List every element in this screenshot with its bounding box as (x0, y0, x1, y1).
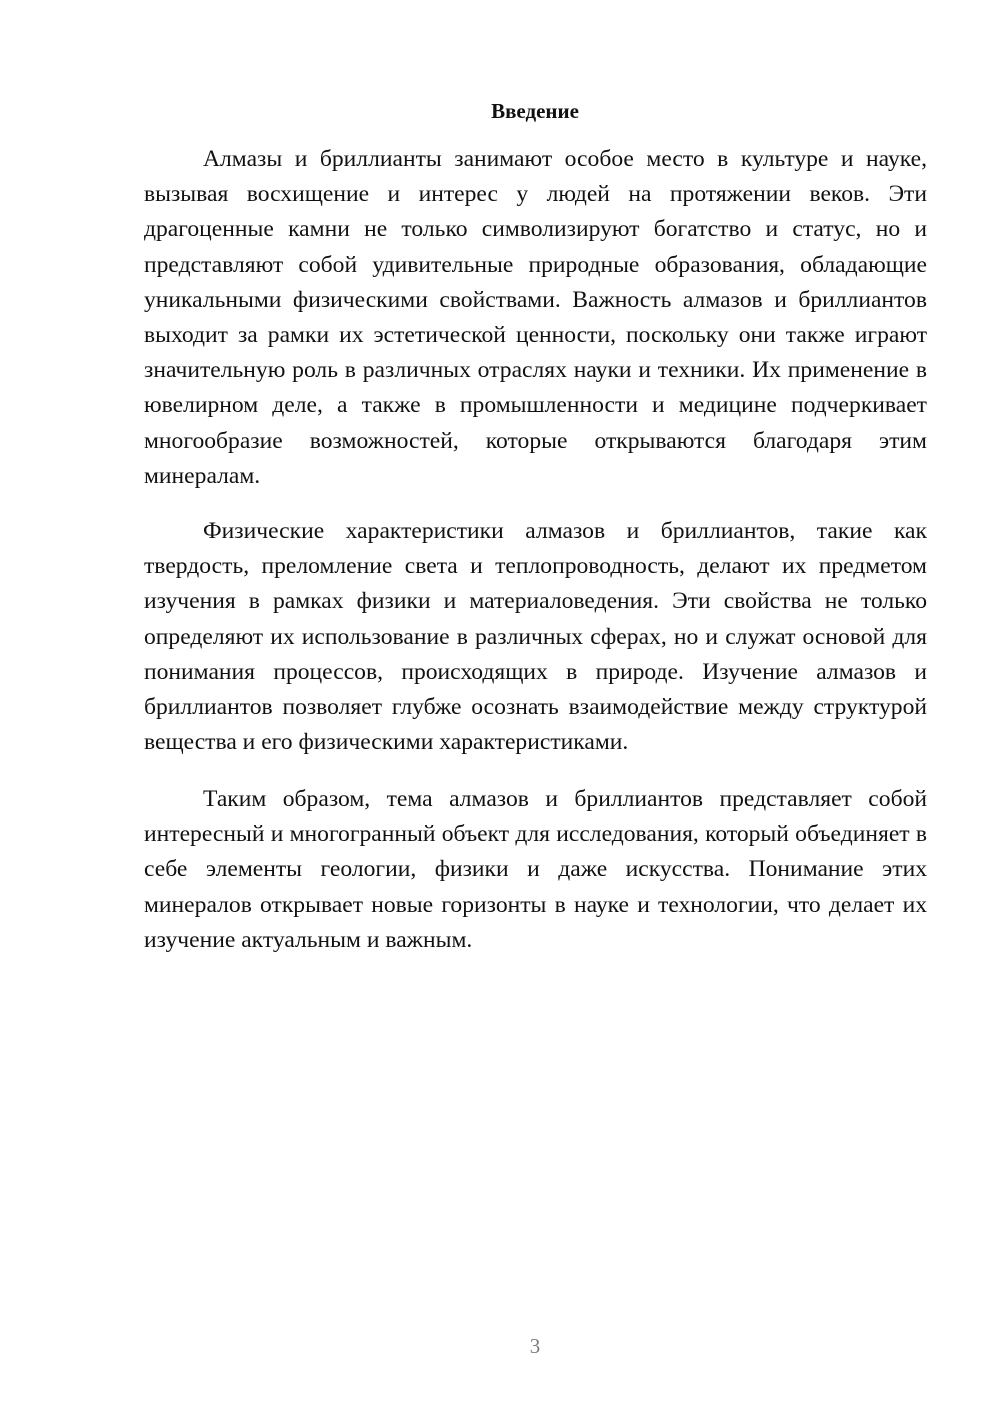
paragraph-physical-properties: Физические характеристики алмазов и бриллиантов, такие как твердость, преломление света и теплопроводность, делают их предметом изучения в рамках физики и материаловедения. Эти свойства не только определяют их использование в различных сферах, но и служат основой для понимания процессов, происходящих в природе. Изучение алмазов и бриллиантов позволяет глубже осознать взаимодействие между структурой вещества и его физическими характеристиками. (144, 518, 927, 756)
paragraph-introduction: Алмазы и бриллианты занимают особое место в культуре и науке, вызывая восхищение и интерес у людей на протяжении веков. Эти драгоценные камни не только символизируют богатство и статус, но и представляют собой удивительные природные образования, обладающие уникальными физическими свойствами. Важность алмазов и бриллиантов выходит за рамки их эстетической ценности, поскольку они также играют значительную роль в различных отраслях науки и техники. Их применение в ювелирном деле, а также в промышленности и медицине подчеркивает многообразие возможностей, которые открываются благодаря этим минералам. (144, 146, 927, 489)
page-title: Введение (491, 99, 579, 123)
paragraph-conclusion: Таким образом, тема алмазов и бриллиантов представляет собой интересный и многогранный объект для исследования, который объединяет в себе элементы геологии, физики и даже искусства. Понимание этих минералов открывает новые горизонты в науке и технологии, что делает их изучение актуальным и важным. (144, 786, 927, 953)
page-number: 3 (529, 1334, 541, 1358)
